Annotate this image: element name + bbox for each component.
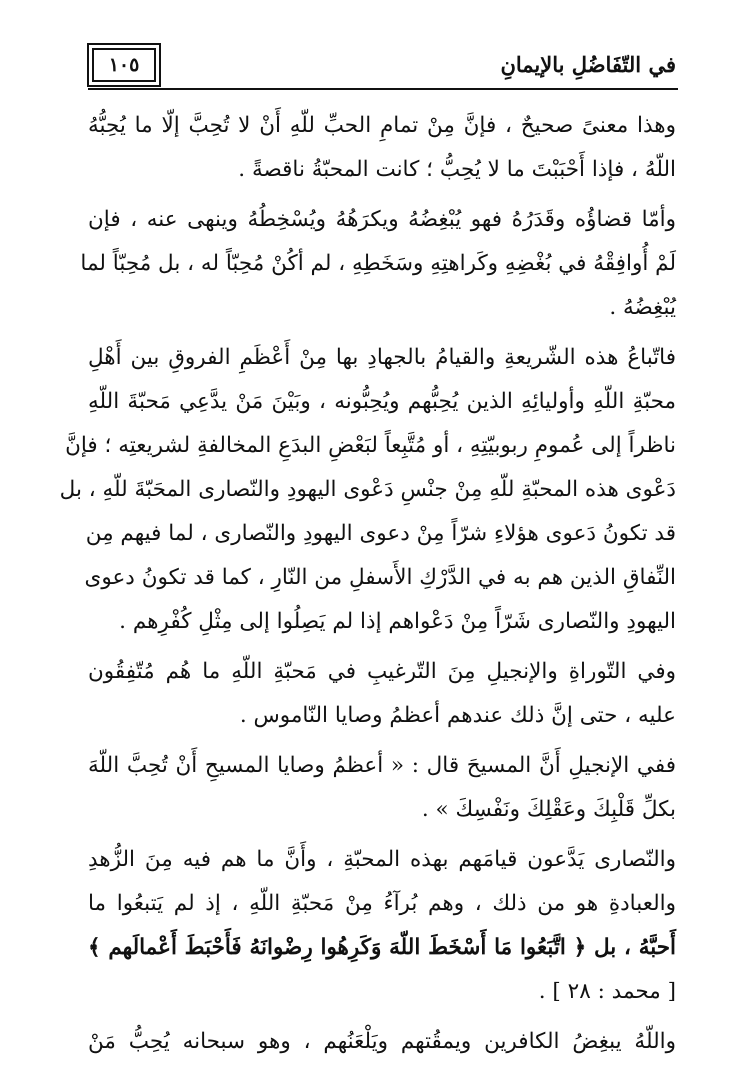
text-line: وهذا معنىً صحيحٌ ، فإنَّ مِنْ تمامِ الحبِّ للّهِ أَنْ لا تُحِبَّ إلّا ما يُحِبُّهُ bbox=[88, 113, 676, 138]
text-line: ناظراً إلى عُمومِ ربوبيّتِهِ ، أو مُتَّبِعاً لبَعْضِ البدَعِ المخالفةِ لشريعتِه ؛ فإنَّ bbox=[65, 433, 676, 458]
text-line: محبّةِ اللّهِ وأوليائِهِ الذين يُحِبُّهم ويُحِبُّونه ، وبَيْنَ مَنْ يدَّعِي مَحبّةَ اللّهِ bbox=[88, 389, 676, 414]
body-text bbox=[59, 104, 676, 1070]
header-rule bbox=[88, 88, 678, 90]
text-line: قد تكونُ دَعوى هؤلاءِ شرّاً مِنْ دعوى اليهودِ والنّصارى ، لما فيهم مِن bbox=[85, 521, 676, 546]
paragraph bbox=[80, 198, 676, 330]
text-line: لَمْ أُوافِقْهُ في بُغْضِهِ وكَراهتِهِ وسَخَطِهِ ، لم أكُنْ مُحِبّاً له ، بل مُحِبّاً لما bbox=[80, 251, 676, 276]
page-number: ١٠٥ bbox=[92, 48, 156, 82]
paragraph bbox=[88, 650, 676, 738]
paragraph bbox=[88, 744, 676, 832]
text-line: والنّصارى يَدَّعون قيامَهم بهذه المحبّةِ ، وأَنَّ ما هم فيه مِنَ الزُّهدِ bbox=[88, 847, 676, 872]
paragraph bbox=[59, 336, 676, 644]
text-line: النِّفاقِ الذين هم به في الدَّرْكِ الأَسفلِ من النّارِ ، كما قد تكونُ دعوى bbox=[84, 565, 676, 590]
text-line: والعبادةِ هو من ذلك ، وهم بُرآءُ مِنْ مَحبّةِ اللّهِ ، إذ لم يَتبعُوا ما bbox=[88, 891, 676, 916]
text-line: بكلِّ قَلْبِكَ وعَقْلِكَ ونَفْسِكَ » . bbox=[421, 797, 676, 822]
text-line: واللّهُ يبغِضُ الكافرين ويمقُتهم ويَلْعَنُهم ، وهو سبحانه يُحِبُّ مَنْ bbox=[88, 1029, 676, 1054]
text-line: اللّهُ ، فإذا أَحْبَبْتَ ما لا يُحِبُّ ؛ كانت المحبّةُ ناقصةً . bbox=[238, 157, 676, 182]
text-line: وأمّا قضاؤُه وقَدَرُهُ فهو يُبْغِضُهُ ويكرَهُهُ ويُسْخِطُهُ وينهى عنه ، فإن bbox=[88, 207, 676, 232]
text-line: ففي الإنجيلِ أَنَّ المسيحَ قال : « أعظمُ وصايا المسيحِ أَنْ تُحِبَّ اللّهَ bbox=[88, 753, 676, 778]
text-line: دَعْوى هذه المحبّةِ للّهِ مِنْ جنْسِ دَعْوى اليهودِ والنّصارى المحَبّةَ للّهِ ، بل bbox=[59, 477, 676, 502]
chapter-title: في التّفَاضُلِ بالإيمانِ bbox=[500, 52, 676, 77]
quran-verse-line: أَحبَّهُ ، بل ﴿ اتَّبَعُوا مَا أَسْخَطَ اللّهَ وَكَرِهُوا رِضْوانَهُ فَأَحْبَطَ أَعْمالَهم ﴾ bbox=[88, 935, 676, 960]
page-header bbox=[88, 46, 678, 90]
text-line: اليهودِ والنّصارى شَرّاً مِنْ دَعْواهم إذا لم يَصِلُوا إلى مِثْلِ كُفْرِهم . bbox=[119, 609, 676, 634]
text-line: عليه ، حتى إنَّ ذلك عندهم أعظمُ وصايا النّاموس . bbox=[239, 703, 676, 728]
paragraph bbox=[88, 838, 676, 1014]
paragraph bbox=[88, 104, 676, 192]
paragraph bbox=[88, 1020, 676, 1064]
text-line: وفي التّوراةِ والإنجيلِ مِنَ التّرغيبِ في مَحبّةِ اللّهِ ما هُم مُتّفِقُون bbox=[88, 659, 676, 684]
text-line: فاتّباعُ هذه الشّريعةِ والقيامُ بالجهادِ بها مِنْ أَعْظَمِ الفروقِ بين أَهْلِ bbox=[88, 345, 676, 370]
verse-citation: [ محمد : ٢٨ ] . bbox=[538, 979, 676, 1004]
text-line: يُبْغِضُهُ . bbox=[609, 295, 676, 320]
